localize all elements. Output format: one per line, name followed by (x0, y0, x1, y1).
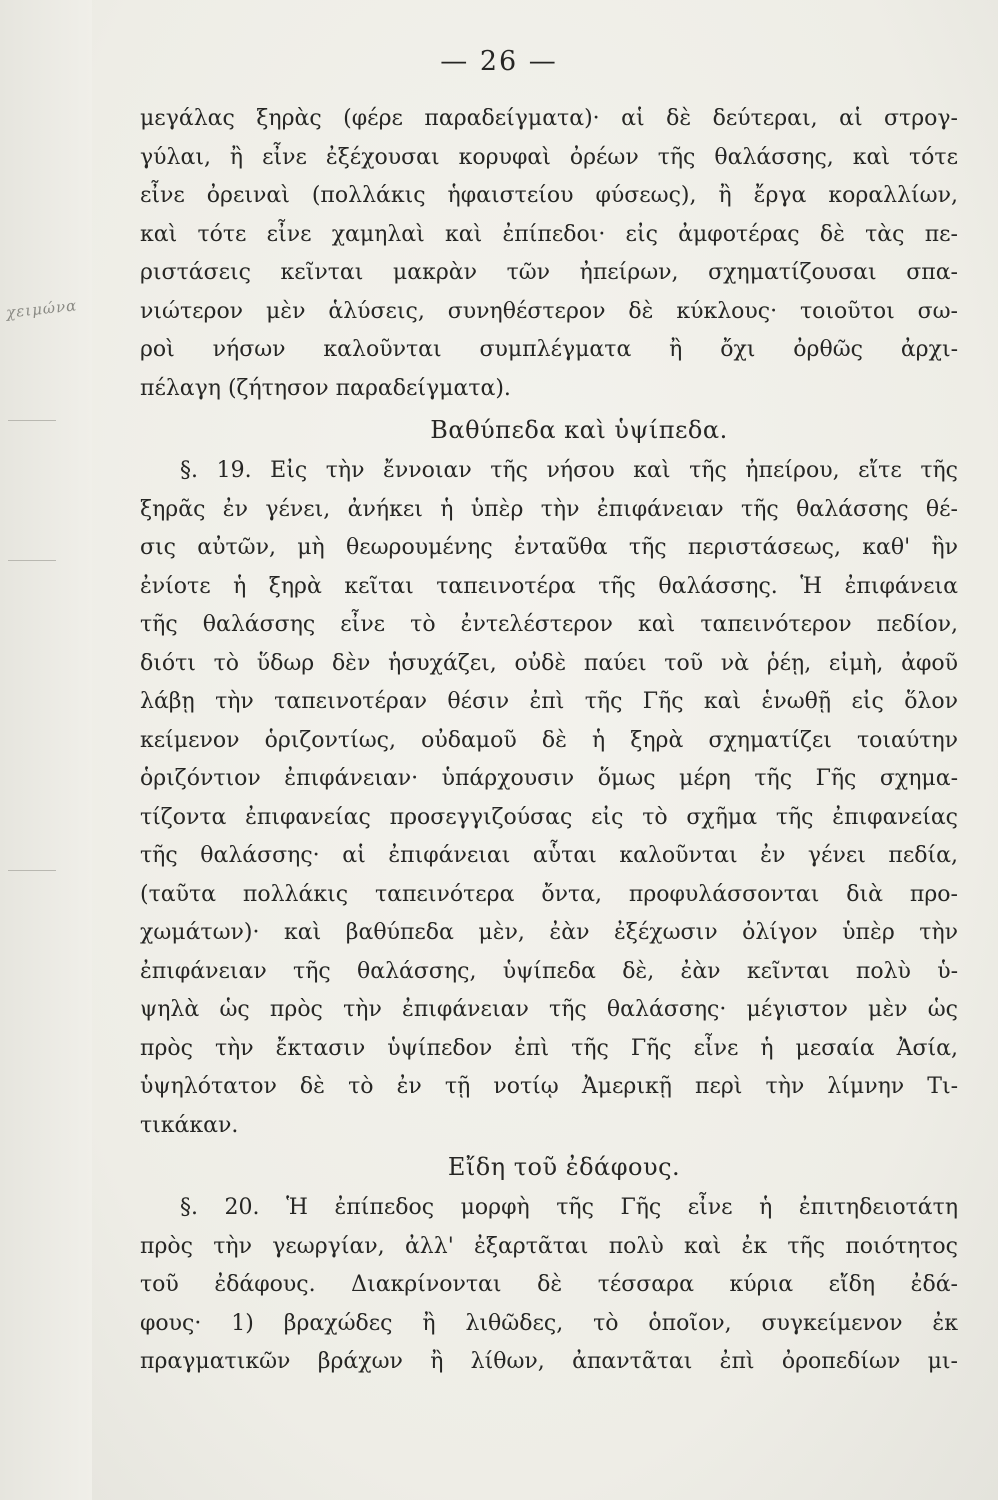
text-line: τῆς θαλάσσης· αἱ ἐπιφάνειαι αὗται καλοῦνται ἐν γένει πεδία, (140, 843, 958, 868)
text-line: ἐπιφάνειαν τῆς θαλάσσης, ὑψίπεδα δὲ, ἐὰν κεῖνται πολὺ ὑ- (140, 958, 958, 984)
text-line: ξηρᾶς ἐν γένει, ἀνήκει ἡ ὑπὲρ τὴν ἐπιφάνειαν τῆς θαλάσσης θέ- (140, 496, 958, 522)
text-line: τοῦ ἐδάφους. Διακρίνονται δὲ τέσσαρα κύρια εἴδη ἐδά- (140, 1272, 958, 1297)
text-line: εἶνε ὀρειναὶ (πολλάκις ἡφαιστείου φύσεως), ἢ ἔργα κοραλλίων, (140, 183, 958, 208)
text-line: τῆς θαλάσσης εἶνε τὸ ἐντελέστερον καὶ ταπεινότερον πεδίον, (140, 612, 958, 637)
text-line: ὁριζόντιον ἐπιφάνειαν· ὑπάρχουσιν ὅμως μέρη τῆς Γῆς σχημα- (140, 766, 958, 791)
margin-rule (8, 870, 56, 871)
page-margin (0, 0, 92, 1500)
text-line: γύλαι, ἢ εἶνε ἐξέχουσαι κορυφαὶ ὀρέων τῆς θαλάσσης, καὶ τότε (140, 144, 958, 170)
text-line: λάβῃ τὴν ταπεινοτέραν θέσιν ἐπὶ τῆς Γῆς καὶ ἑνωθῇ εἰς ὅλον (140, 689, 958, 714)
text-line: σις αὐτῶν, μὴ θεωρουμένης ἐνταῦθα τῆς περιστάσεως, καθ' ἣν (140, 535, 958, 560)
text-line: ἐνίοτε ἡ ξηρὰ κεῖται ταπεινοτέρα τῆς θαλάσσης. Ἡ ἐπιφάνεια (140, 573, 958, 599)
text-line: νιώτερον μὲν ἁλύσεις, συνηθέστερον δὲ κύκλους· τοιοῦτοι σω- (140, 298, 958, 324)
text-line: ψηλὰ ὡς πρὸς τὴν ἐπιφάνειαν τῆς θαλάσσης· μέγιστον μὲν ὡς (140, 997, 958, 1022)
text-line: κείμενον ὁριζοντίως, οὐδαμοῦ δὲ ἡ ξηρὰ σχηματίζει τοιαύτην (140, 727, 958, 753)
text-line: καὶ τότε εἶνε χαμηλαὶ καὶ ἐπίπεδοι· εἰς ἀμφοτέρας δὲ τὰς πε- (140, 221, 958, 247)
text-line: τικάκαν. (140, 1112, 239, 1138)
text-line: διότι τὸ ὕδωρ δὲν ἡσυχάζει, οὐδὲ παύει τοῦ νὰ ῥέῃ, εἰμὴ, ἀφοῦ (140, 650, 958, 676)
text-line: πραγματικῶν βράχων ἢ λίθων, ἀπαντᾶται ἐπὶ ὀροπεδίων μι- (140, 1349, 958, 1374)
paragraph-start: §. 20. Ἡ ἐπίπεδος μορφὴ τῆς Γῆς εἶνε ἡ ἐπιτηδειοτάτη (180, 1195, 958, 1220)
margin-rule (8, 420, 56, 421)
text-line: πρὸς τὴν ἔκτασιν ὑψίπεδον ἐπὶ τῆς Γῆς εἶνε ἡ μεσαία Ἀσία, (140, 1035, 958, 1061)
text-line: τίζοντα ἐπιφανείας προσεγγιζούσας εἰς τὸ σχῆμα τῆς ἐπιφανείας (140, 804, 958, 830)
paragraph-start: §. 19. Εἰς τὴν ἔννοιαν τῆς νήσου καὶ τῆς ἠπείρου, εἴτε τῆς (180, 458, 958, 483)
text-line: μεγάλας ξηρὰς (φέρε παραδείγματα)· αἱ δὲ δεύτεραι, αἱ στρογ- (140, 106, 958, 131)
body-text (140, 100, 958, 1382)
text-line: ροὶ νήσων καλοῦνται συμπλέγματα ἢ ὄχι ὀρθῶς ἀρχι- (140, 337, 958, 362)
text-line: ριστάσεις κεῖνται μακρὰν τῶν ἠπείρων, σχηματίζουσαι σπα- (140, 260, 958, 285)
handwritten-margin-note: χειμώνα (5, 296, 78, 322)
margin-rule (8, 560, 56, 561)
text-line: φους· 1) βραχώδες ἢ λιθῶδες, τὸ ὁποῖον, συγκείμενον ἐκ (140, 1310, 958, 1336)
text-line: χωμάτων)· καὶ βαθύπεδα μὲν, ἐὰν ἐξέχωσιν ὀλίγον ὑπὲρ τὴν (140, 920, 958, 945)
text-line: πρὸς τὴν γεωργίαν, ἀλλ' ἐξαρτᾶται πολὺ καὶ ἐκ τῆς ποιότητος (140, 1233, 958, 1259)
page-number: — 26 — (440, 46, 558, 77)
text-line: ὑψηλότατον δὲ τὸ ἐν τῇ νοτίῳ Ἀμερικῇ περὶ τὴν λίμνην Τι- (140, 1074, 958, 1099)
text-line: πέλαγη (ζήτησον παραδείγματα). (140, 375, 511, 401)
text-line: (ταῦτα πολλάκις ταπεινότερα ὄντα, προφυλάσσονται διὰ προ- (140, 881, 958, 907)
section-heading: Βαθύπεδα καὶ ὑψίπεδα. (430, 416, 728, 444)
section-heading: Εἴδη τοῦ ἐδάφους. (447, 1153, 681, 1181)
